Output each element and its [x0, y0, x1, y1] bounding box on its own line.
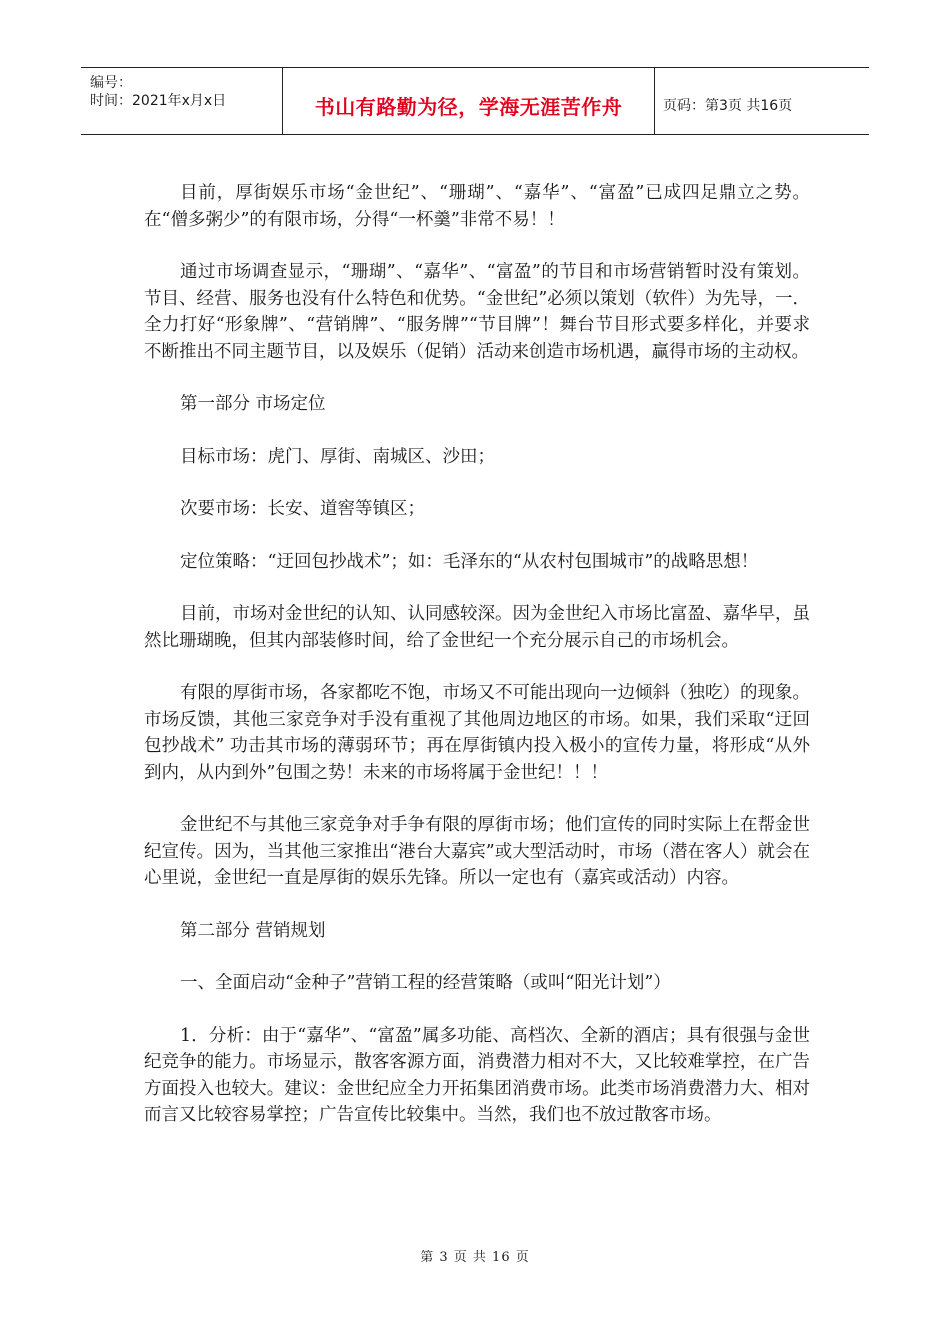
section-heading: 第二部分 营销规划	[180, 920, 326, 941]
paragraph: 金世纪不与其他三家竞争对手争有限的厚街市场；他们宣传的同时实际上在帮金世纪宣传。因为，当其他三家推出“港台大嘉宾”或大型活动时，市场（潜在客人）就会在心里说，金世纪一直是厚街的娱乐先锋。所以一定也有（嘉宾或活动）内容。	[144, 815, 810, 888]
paragraph: 1．分析：由于“嘉华”、“富盈”属多功能、高档次、全新的酒店；具有很强与金世纪竞争的能力。市场显示，散客客源方面，消费潜力相对不大，又比较难掌控，在广告方面投入也较大。建议：金世纪应全力开拓集团消费市场。此类市场消费潜力大、相对而言又比较容易掌控；广告宣传比较集中。当然，我们也不放过散客市场。	[144, 1025, 810, 1125]
document-body	[144, 180, 810, 1155]
header-meta-cell	[81, 68, 283, 134]
page-footer: 第 3 页 共 16 页	[420, 1250, 530, 1265]
paragraph: 目前，厚街娱乐市场“金世纪”、“珊瑚”、“嘉华”、“富盈”已成四足鼎立之势。在“僧多粥少”的有限市场，分得“一杯羹”非常不易！！	[144, 183, 810, 230]
header-page-info: 页码：第3页 共16页	[663, 98, 793, 114]
subsection-heading: 一、全面启动“金种子”营销工程的经营策略（或叫“阳光计划”）	[180, 973, 671, 993]
paragraph: 次要市场：长安、道窖等镇区；	[180, 499, 425, 519]
paragraph: 通过市场调查显示，“珊瑚”、“嘉华”、“富盈”的节目和市场营销暂时没有策划。节目、经营、服务也没有什么特色和优势。“金世纪”必须以策划（软件）为先导，一．全力打好“形象牌”、“营销牌”、“服务牌”“节目牌”！舞台节目形式要多样化，并要求不断推出不同主题节目，以及娱乐（促销）活动来创造市场机遇，赢得市场的主动权。	[144, 262, 810, 362]
paragraph: 目前，市场对金世纪的认知、认同感较深。因为金世纪入市场比富盈、嘉华早，虽然比珊瑚晚，但其内部装修时间，给了金世纪一个充分展示自己的市场机会。	[144, 604, 810, 651]
header-motto: 书山有路勤为径，学海无涯苦作舟	[314, 94, 623, 119]
document-number-label: 编号：	[90, 75, 132, 91]
header-motto-cell	[283, 68, 655, 134]
paragraph: 定位策略：“迂回包抄战术”；如：毛泽东的“从农村包围城市”的战略思想！	[180, 551, 759, 572]
header-table	[81, 67, 869, 135]
paragraph: 目标市场：虎门、厚街、南城区、沙田；	[180, 446, 495, 467]
header-page-cell	[655, 68, 869, 134]
section-heading: 第一部分 市场定位	[180, 394, 326, 414]
document-date: 时间：2021年x月x日	[90, 93, 227, 109]
paragraph: 有限的厚街市场，各家都吃不饱，市场又不可能出现向一边倾斜（独吃）的现象。市场反馈，其他三家竞争对手没有重视了其他周边地区的市场。如果，我们采取“迂回包抄战术” 功击其市场的薄弱环节；再在厚街镇内投入极小的宣传力量，将形成“从外到内，从内到外”包围之势！未来的市场将属于金世纪！！！	[144, 683, 810, 783]
